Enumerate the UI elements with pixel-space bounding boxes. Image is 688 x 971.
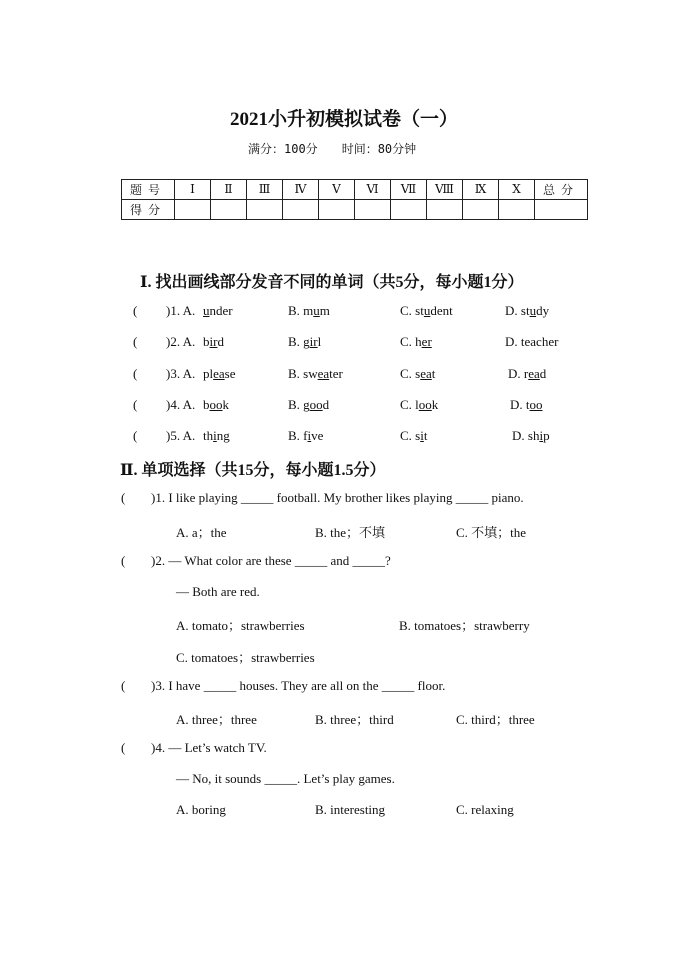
option-b: B. mum [288,303,330,318]
score-table-header-row [122,180,588,200]
option-a: A. tomato；strawberries [176,618,305,633]
question-row [0,428,688,446]
answer-paren[interactable]: ( [121,553,126,568]
question-number: )1. A. [166,303,196,318]
option-c: C. student [400,303,453,318]
full-score: 满分：100分 [248,142,318,156]
question-reply: — No, it sounds _____. Let’s play games. [176,771,395,786]
exam-time: 时间：80分钟 [341,142,417,156]
question-row [0,334,688,352]
column-7: Ⅶ [391,180,427,200]
option-b: B. girl [288,334,322,349]
score-cell[interactable] [175,200,211,220]
option-c: C. look [400,397,439,412]
score-cell[interactable] [463,200,499,220]
score-cell[interactable] [211,200,247,220]
column-5: Ⅴ [319,180,355,200]
option-c: C. sit [400,428,428,443]
option-b: B. the；不填 [315,525,386,540]
score-table-score-row [122,200,588,220]
column-2: Ⅱ [211,180,247,200]
answer-paren[interactable]: ( [121,678,126,693]
option-b: B. good [288,397,330,412]
question-row [0,366,688,384]
option-b: B. interesting [315,802,386,817]
option-a: A. boring [176,802,226,817]
question-stem: )2. — What color are these _____ and _____? [151,553,391,568]
column-6: Ⅵ [355,180,391,200]
option-a: A. three；three [176,712,257,727]
option-b: B. sweater [288,366,343,381]
option-a: A. a；the [176,525,227,540]
option-c: C. tomatoes；strawberries [176,650,315,665]
option-a: please [203,366,236,381]
column-1: Ⅰ [175,180,211,200]
score-cell[interactable] [283,200,319,220]
question-number: )3. A. [166,366,196,381]
option-a: under [203,303,233,318]
total-score-cell[interactable] [535,200,588,220]
total-label: 总分 [535,180,588,200]
question-stem: )3. I have _____ houses. They are all on the _____ floor. [151,678,446,693]
option-b: B. five [288,428,324,443]
answer-paren[interactable]: ( [133,397,138,412]
question-stem: )4. — Let’s watch TV. [151,740,267,755]
question-number: )4. A. [166,397,196,412]
score-table [121,179,588,220]
question-reply: — Both are red. [176,584,260,599]
score-cell[interactable] [499,200,535,220]
score-cell[interactable] [391,200,427,220]
section-1-title: Ⅰ. 找出画线部分发音不同的单词（共5分，每小题1分） [140,274,524,291]
option-d: D. read [508,366,547,381]
column-9: Ⅸ [463,180,499,200]
option-c: C. her [400,334,432,349]
answer-paren[interactable]: ( [133,366,138,381]
question-number: )5. A. [166,428,196,443]
page-title: 2021小升初模拟试卷（一） [229,109,458,130]
answer-paren[interactable]: ( [133,334,138,349]
option-a: bird [203,334,224,349]
question-number: )2. A. [166,334,196,349]
column-4: Ⅳ [283,180,319,200]
answer-paren[interactable]: ( [133,428,138,443]
score-cell[interactable] [247,200,283,220]
exam-info [248,140,416,157]
option-c: C. third；three [456,712,535,727]
score-label: 得分 [122,200,175,220]
answer-paren[interactable]: ( [121,490,126,505]
option-b: B. tomatoes；strawberry [399,618,530,633]
option-c: C. relaxing [456,802,514,817]
answer-paren[interactable]: ( [133,303,138,318]
question-stem: )1. I like playing _____ football. My brother likes playing _____ piano. [151,490,524,505]
question-number-label: 题号 [122,180,175,200]
column-8: Ⅷ [427,180,463,200]
question-row [0,303,688,321]
option-c: C. 不填；the [456,525,527,540]
option-d: D. ship [512,428,550,443]
column-3: Ⅲ [247,180,283,200]
option-a: thing [203,428,230,443]
option-d: D. teacher [505,334,559,349]
section-2-title: Ⅱ. 单项选择（共15分，每小题1.5分） [120,462,386,479]
option-a: book [203,397,229,412]
column-10: Ⅹ [499,180,535,200]
score-cell[interactable] [319,200,355,220]
option-c: C. seat [400,366,436,381]
score-cell[interactable] [355,200,391,220]
option-d: D. study [505,303,550,318]
answer-paren[interactable]: ( [121,740,126,755]
option-b: B. three；third [315,712,394,727]
score-cell[interactable] [427,200,463,220]
option-d: D. too [510,397,543,412]
question-row [0,397,688,415]
